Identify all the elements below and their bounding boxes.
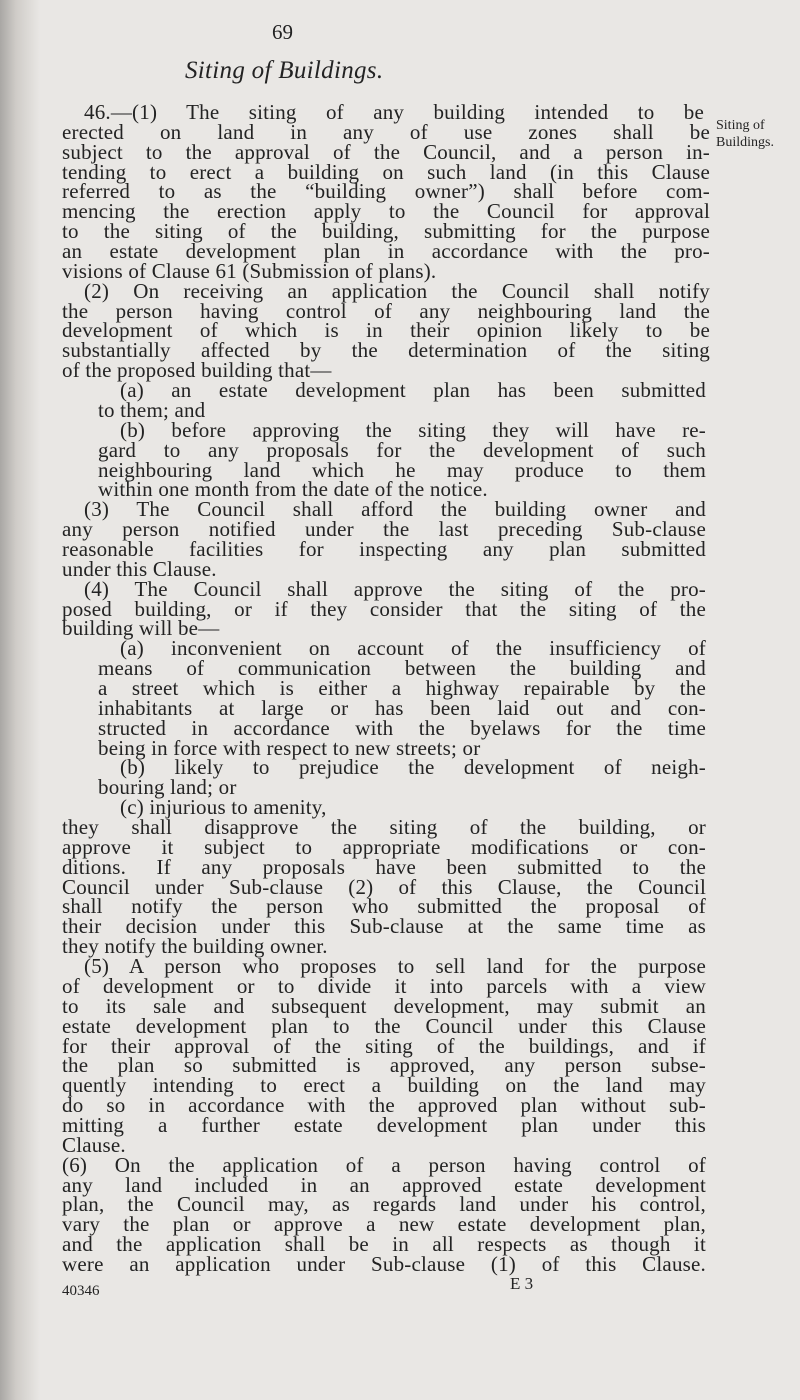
- text-line: and the application shall be in all respects as though it: [62, 1232, 706, 1257]
- text-line: approve it subject to appropriate modifications or con-: [62, 834, 706, 859]
- text-line: (4) The Council shall approve the siting of the pro-: [84, 576, 706, 601]
- text-line: (3) The Council shall afford the building owner and: [84, 497, 706, 522]
- text-line: Clause.: [62, 1132, 126, 1157]
- text-line: ditions. If any proposals have been submitted to the: [62, 854, 706, 879]
- text-line: were an application under Sub-clause (1) of this Clause.: [62, 1252, 706, 1276]
- text-line: gard to any proposals for the development of such: [98, 437, 706, 462]
- text-line: a street which is either a highway repairable by the: [98, 676, 706, 700]
- page-edge-shadow: [0, 0, 40, 1400]
- text-line: building will be—: [62, 616, 220, 641]
- text-line: (6) On the application of a person having control of: [62, 1152, 706, 1177]
- text-line: neighbouring land which he may produce to them: [98, 457, 706, 482]
- text-line: to the siting of the building, submitting for the purpose: [62, 219, 710, 244]
- text-line: their decision under this Sub-clause at the same time as: [62, 914, 706, 939]
- footer-print-code: 40346: [62, 1283, 100, 1299]
- section-heading: Siting of Buildings.: [185, 57, 384, 84]
- page-number: 69: [272, 20, 293, 44]
- text-line: (a) inconvenient on account of the insufficiency of: [120, 636, 706, 661]
- text-line: referred to as the “building owner”) shall before com-: [62, 179, 710, 204]
- text-line: any person notified under the last preceding Sub-clause: [62, 517, 706, 542]
- text-line: under this Clause.: [62, 556, 217, 581]
- text-line: shall notify the person who submitted the proposal of: [62, 894, 706, 919]
- text-line: for their approval of the siting of the buildings, and if: [62, 1033, 706, 1058]
- text-line: they notify the building owner.: [62, 934, 328, 959]
- text-line: an estate development plan in accordance with the pro-: [62, 239, 710, 264]
- text-line: visions of Clause 61 (Submission of plans).: [62, 258, 437, 283]
- text-line: any land included in an approved estate development: [62, 1172, 706, 1197]
- text-line: tending to erect a building on such land (in this Clause: [62, 159, 710, 184]
- margin-note-line-2: Buildings.: [716, 135, 774, 150]
- text-line: means of communication between the building and: [98, 656, 706, 681]
- text-line: (a) an estate development plan has been submitted: [120, 378, 706, 403]
- text-line: to its sale and subsequent development, may submit an: [62, 993, 706, 1018]
- text-line: being in force with respect to new streets; or: [98, 735, 481, 760]
- text-line: inhabitants at large or has been laid out and con-: [98, 695, 706, 720]
- text-line: plan, the Council may, as regards land under his control,: [62, 1192, 706, 1217]
- text-line: (c) injurious to amenity,: [120, 795, 327, 820]
- text-line: erected on land in any of use zones shall be: [62, 119, 710, 144]
- text-line: of the proposed building that—: [62, 358, 332, 383]
- text-line: (5) A person who proposes to sell land for the purpose: [84, 954, 706, 979]
- text-line: substantially affected by the determination of the siting: [62, 338, 710, 363]
- text-line: estate development plan to the Council under this Clause: [62, 1013, 706, 1038]
- text-line: (b) likely to prejudice the development of neigh-: [120, 755, 706, 780]
- text-line: mencing the erection apply to the Council for approval: [62, 199, 710, 224]
- text-line: Council under Sub-clause (2) of this Clause, the Council: [62, 874, 706, 899]
- text-line: structed in accordance with the byelaws for the time: [98, 715, 706, 740]
- footer-signature-mark: E 3: [510, 1274, 534, 1293]
- text-line: to them; and: [98, 397, 206, 422]
- text-line: posed building, or if they consider that the siting of the: [62, 596, 706, 621]
- text-line: of development or to divide it into parcels with a view: [62, 973, 706, 998]
- text-line: they shall disapprove the siting of the building, or: [62, 815, 706, 840]
- text-line: (2) On receiving an application the Council shall notify: [84, 278, 710, 303]
- text-line: quently intending to erect a building on the land may: [62, 1073, 706, 1098]
- text-line: vary the plan or approve a new estate development plan,: [62, 1212, 706, 1237]
- text-line: reasonable facilities for inspecting any plan submitted: [62, 536, 706, 561]
- text-line: within one month from the date of the notice.: [98, 477, 488, 502]
- text-line: development of which is in their opinion likely to be: [62, 318, 710, 343]
- margin-note-line-1: Siting of: [716, 118, 765, 133]
- text-line: the person having control of any neighbouring land the: [62, 298, 710, 323]
- text-line: mitting a further estate development plan under this: [62, 1112, 706, 1137]
- text-line: subject to the approval of the Council, and a person in-: [62, 139, 710, 164]
- text-line: the plan so submitted is approved, any person subse-: [62, 1053, 706, 1078]
- text-line: 46.—(1) The siting of any building intended to be: [84, 100, 704, 124]
- text-line: bouring land; or: [98, 775, 237, 800]
- text-line: do so in accordance with the approved plan without sub-: [62, 1093, 706, 1118]
- text-line: (b) before approving the siting they will have re-: [120, 417, 706, 442]
